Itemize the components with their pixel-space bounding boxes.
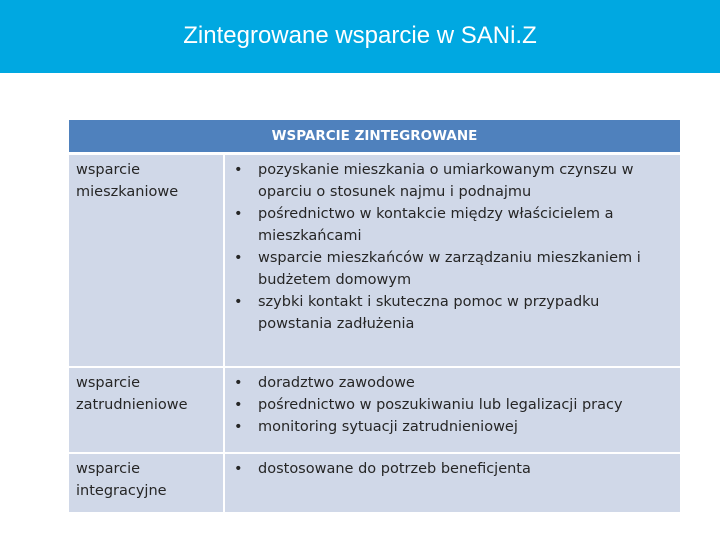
row-items-housing [225,155,680,368]
list-item: • doradztwo zawodowe [234,372,676,394]
table-row [69,155,680,368]
row-items-employment [225,368,680,454]
table-row [69,368,680,454]
table-header: WSPARCIE ZINTEGROWANE [69,120,680,155]
slide-title: Zintegrowane wsparcie w SANi.Z [183,22,537,49]
bullet-list [234,159,676,335]
support-table [69,120,680,512]
row-label-integration: wsparcie integracyjne [69,454,225,512]
table-header-row [69,120,680,155]
row-label-employment: wsparcie zatrudnieniowe [69,368,225,454]
row-items-integration [225,454,680,512]
list-item: • dostosowane do potrzeb beneficjenta [234,458,676,480]
list-item: • szybki kontakt i skuteczna pomoc w przypadku powstania zadłużenia [234,291,676,335]
list-item: • pośrednictwo w kontakcie między właścicielem a mieszkańcami [234,203,676,247]
list-item: • pośrednictwo w poszukiwaniu lub legalizacji pracy [234,394,676,416]
bullet-list [234,372,676,438]
list-item: • pozyskanie mieszkania o umiarkowanym czynszu w oparciu o stosunek najmu i podnajmu [234,159,676,203]
list-item: • wsparcie mieszkańców w zarządzaniu mieszkaniem i budżetem domowym [234,247,676,291]
list-item: • monitoring sytuacji zatrudnieniowej [234,416,676,438]
bullet-list [234,458,676,480]
table-row [69,454,680,512]
row-label-housing: wsparcie mieszkaniowe [69,155,225,368]
